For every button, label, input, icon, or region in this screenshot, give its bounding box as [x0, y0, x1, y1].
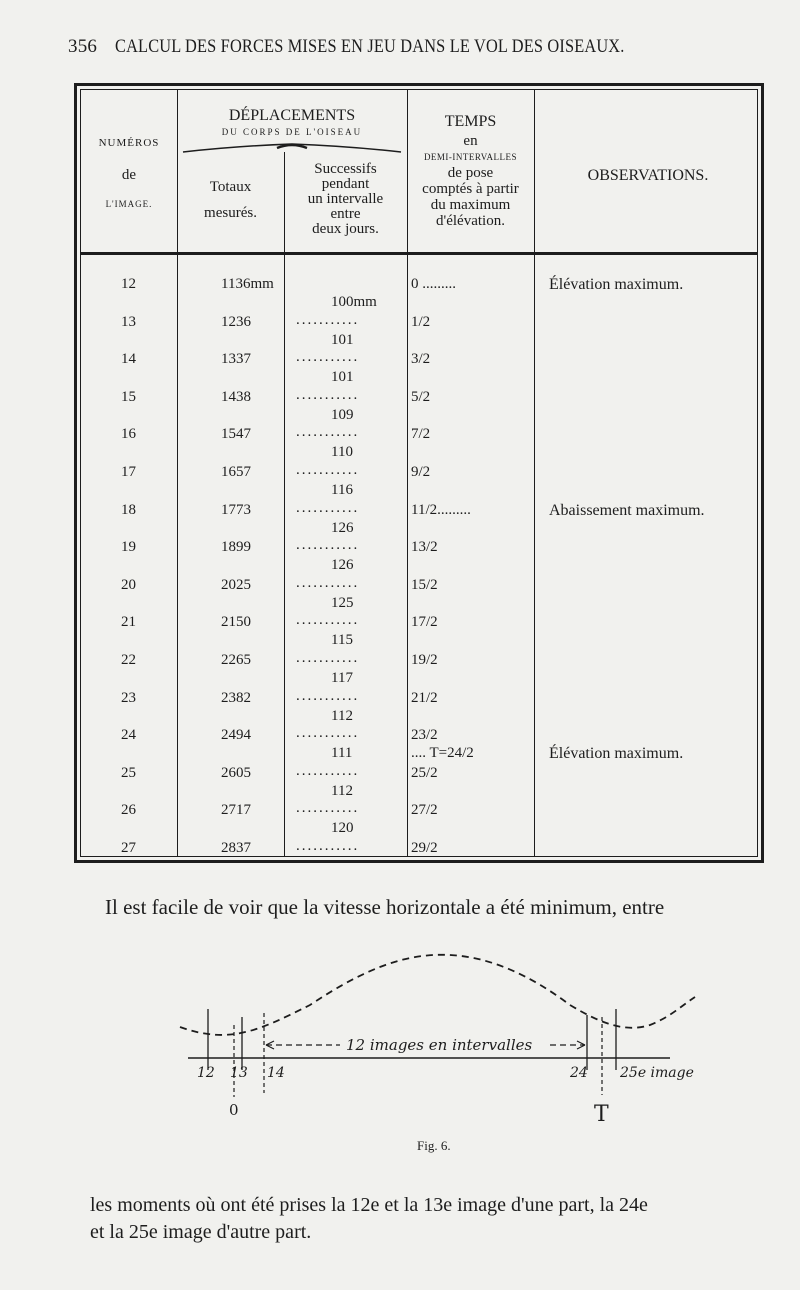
row-number: 15: [121, 388, 136, 405]
header-image: L'IMAGE.: [105, 199, 153, 209]
successive-value: 126: [331, 557, 354, 574]
trajectory-curve: [180, 955, 695, 1035]
successive-value: 109: [331, 406, 354, 423]
row-total: 2837: [221, 840, 251, 856]
successive-value: 117: [331, 670, 353, 686]
row-number: 16: [121, 426, 136, 443]
row-total: 1136mm: [221, 276, 274, 292]
dot-leader: ...........: [296, 424, 360, 441]
temps-T: .... T=24/2: [411, 745, 474, 762]
tick-label-12: 12: [197, 1065, 215, 1081]
col-divider: [284, 152, 285, 856]
dot-leader: ...........: [296, 762, 360, 779]
row-total: 2382: [221, 689, 251, 706]
row-total: 1337: [221, 351, 251, 368]
row-number: 22: [121, 652, 136, 668]
bottom-line-2: et la 25e image d'autre part.: [90, 1221, 312, 1243]
dot-leader: ...........: [296, 838, 360, 854]
row-temps: 21/2: [411, 689, 438, 706]
row-number: 21: [121, 614, 136, 631]
row-number: 20: [121, 576, 136, 593]
successive-value: 101: [331, 331, 354, 348]
zero-label: 0: [229, 1101, 239, 1119]
dot-leader: ...........: [296, 386, 360, 403]
row-temps: 29/2: [411, 840, 438, 856]
header-temps: TEMPS: [444, 113, 497, 130]
header-intervalle: un intervalle: [307, 191, 384, 207]
row-temps: 25/2: [411, 764, 438, 781]
running-title: CALCUL DES FORCES MISES EN JEU DANS LE VOL DES OISEAUX.: [115, 36, 625, 57]
dot-leader: ...........: [296, 311, 360, 328]
figure-6: [150, 945, 710, 1130]
row-number: 26: [121, 802, 136, 819]
row-temps: 17/2: [411, 614, 438, 631]
successive-value: 126: [331, 519, 354, 536]
successive-value: 101: [331, 369, 354, 386]
row-total: 1547: [221, 426, 251, 443]
header-deplacements: DÉPLACEMENTS: [228, 107, 356, 124]
header-en: en: [463, 133, 478, 149]
header-observations: OBSERVATIONS.: [587, 167, 709, 184]
header-rule: [81, 252, 757, 255]
header-deux-jours: deux jours.: [312, 221, 379, 237]
row-number: 24: [121, 727, 136, 744]
header-entre: entre: [330, 206, 361, 222]
page-number: 356: [68, 36, 98, 57]
row-total: 2265: [221, 652, 251, 668]
row-total: 2025: [221, 576, 251, 593]
page-header: [68, 36, 728, 58]
header-demi-intervalles: DEMI-INTERVALLES: [423, 152, 518, 162]
col-divider: [534, 90, 535, 856]
row-total: 2717: [221, 802, 251, 819]
figure-caption: Fig. 6.: [417, 1138, 451, 1153]
dot-leader: ...........: [296, 650, 360, 666]
T-label: T: [594, 1102, 609, 1127]
row-temps: 5/2: [411, 388, 431, 405]
row-temps: 9/2: [411, 464, 431, 480]
header-mesures: mesurés.: [204, 205, 257, 221]
dot-leader: ...........: [296, 574, 360, 591]
row-observation: Élévation maximum.: [549, 745, 684, 763]
row-observation: Élévation maximum.: [549, 276, 684, 293]
tick-label-13: 13: [230, 1065, 248, 1081]
header-elevation: d'élévation.: [436, 213, 505, 229]
row-temps: 13/2: [411, 539, 438, 556]
header-pendant: pendant: [321, 176, 370, 192]
row-temps: 23/2: [411, 727, 438, 744]
row-number: 18: [121, 501, 136, 518]
header-totaux: Totaux: [209, 179, 252, 195]
successive-value: 110: [331, 444, 353, 461]
successive-value: 115: [331, 632, 353, 649]
table-body: [80, 89, 758, 857]
dot-leader: ...........: [296, 725, 360, 742]
dot-leader: ...........: [296, 612, 360, 629]
interval-label: 12 images en intervalles: [346, 1036, 533, 1054]
header-corps: DU CORPS DE L'OISEAU: [221, 127, 363, 137]
data-table: [74, 83, 764, 863]
tick-label-24: 24: [570, 1065, 588, 1081]
bottom-line-1: les moments où ont été prises la 12e et la 13e image d'une part, la 24e: [90, 1194, 648, 1216]
successive-value: 112: [331, 707, 353, 724]
row-number: 17: [121, 464, 136, 480]
row-temps: 19/2: [411, 652, 438, 668]
successive-value: 100mm: [331, 294, 377, 310]
col-divider: [177, 90, 178, 856]
row-number: 14: [121, 351, 136, 368]
row-temps: 1/2: [411, 313, 431, 330]
row-total: 2150: [221, 614, 251, 631]
successive-value: 111: [331, 745, 353, 762]
row-temps: 0 .........: [411, 276, 456, 292]
dot-leader: ...........: [296, 537, 360, 554]
row-total: 2605: [221, 764, 251, 781]
row-observation: Abaissement maximum.: [549, 501, 705, 519]
row-temps: 11/2.........: [411, 501, 471, 518]
row-total: 2494: [221, 727, 251, 744]
successive-value: 112: [331, 782, 353, 799]
row-number: 23: [121, 689, 136, 706]
tick-label-14: 14: [267, 1065, 285, 1081]
tick-label-25: 25e image: [620, 1065, 694, 1081]
brace-decoration: [177, 142, 407, 156]
successive-value: 120: [331, 820, 354, 837]
row-number: 12: [121, 276, 136, 292]
row-number: 27: [121, 840, 136, 856]
row-total: 1899: [221, 539, 251, 556]
row-temps: 7/2: [411, 426, 431, 443]
row-number: 13: [121, 313, 136, 330]
header-comptes: comptés à partir: [422, 181, 519, 197]
row-total: 1438: [221, 388, 251, 405]
header-du-maximum: du maximum: [430, 197, 511, 213]
dot-leader: ...........: [296, 800, 360, 817]
row-total: 1773: [221, 501, 251, 518]
dot-leader: ...........: [296, 687, 360, 704]
header-successifs: Successifs: [314, 161, 377, 177]
dot-leader: ...........: [296, 349, 360, 366]
row-temps: 27/2: [411, 802, 438, 819]
header-de-pose: de pose: [447, 165, 494, 181]
dot-leader: ...........: [296, 462, 360, 478]
row-temps: 3/2: [411, 351, 431, 368]
caption-top: Il est facile de voir que la vitesse horizontale a été minimum, entre: [105, 895, 665, 919]
row-number: 25: [121, 764, 136, 781]
header-de: de: [121, 167, 137, 183]
row-temps: 15/2: [411, 576, 438, 593]
dot-leader: ...........: [296, 499, 360, 516]
row-total: 1657: [221, 464, 251, 480]
header-numeros: NUMÉROS: [98, 137, 160, 149]
successive-value: 125: [331, 594, 354, 611]
row-total: 1236: [221, 313, 251, 330]
successive-value: 116: [331, 482, 353, 498]
row-number: 19: [121, 539, 136, 556]
